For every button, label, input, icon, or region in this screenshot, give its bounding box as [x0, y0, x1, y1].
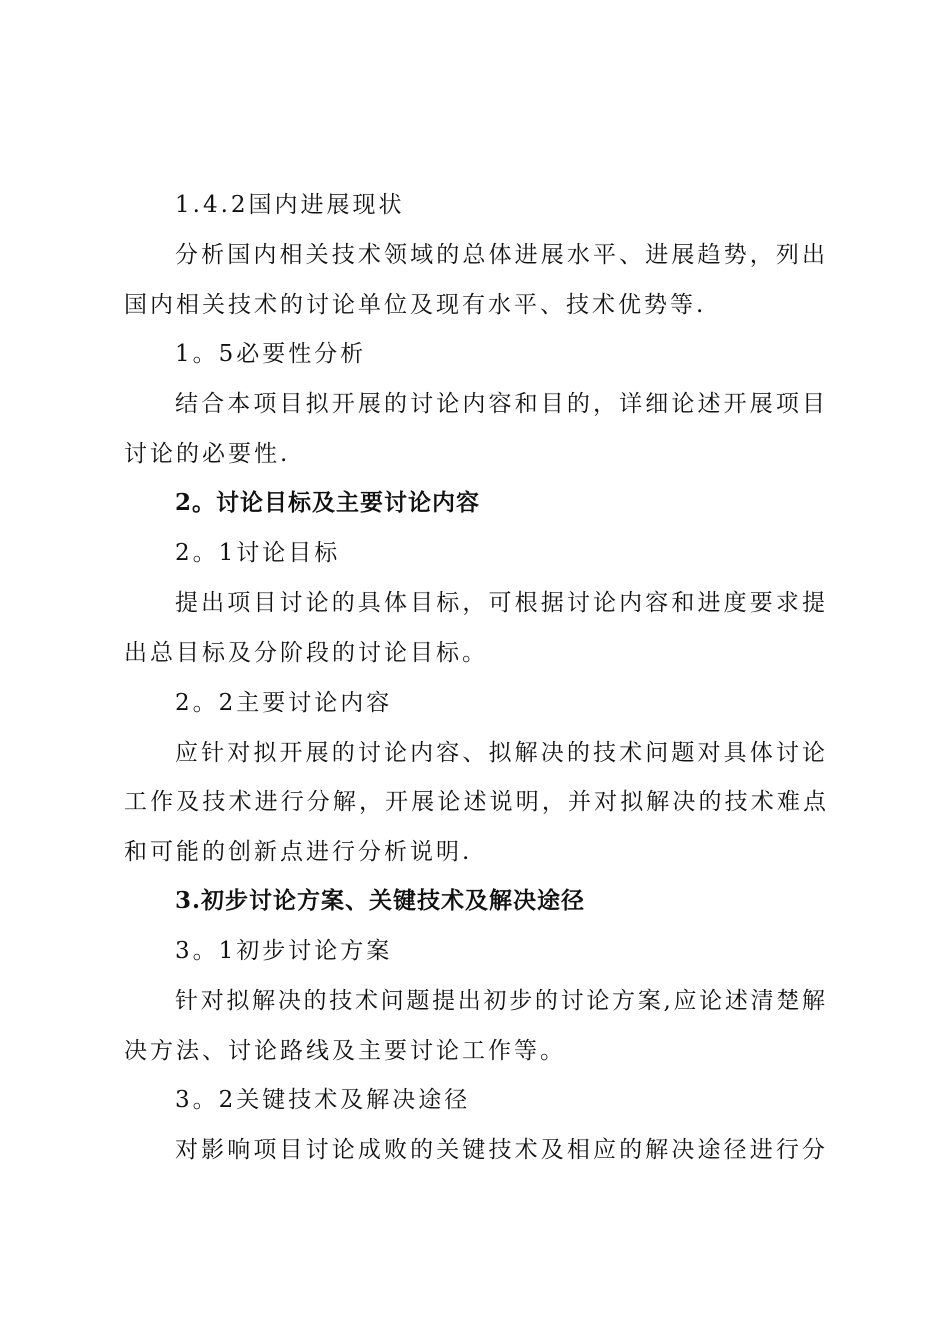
paragraph-line: 工作及技术进行分解，开展论述说明，并对拟解决的技术难点	[124, 789, 826, 815]
section-heading-2-1: 2。1讨论目标	[175, 540, 341, 566]
section-heading-1-5: 1。5必要性分析	[175, 341, 367, 367]
paragraph-line: 决方法、讨论路线及主要讨论工作等。	[124, 1038, 566, 1064]
paragraph-line: 应针对拟开展的讨论内容、拟解决的技术问题对具体讨论	[175, 740, 825, 766]
chapter-heading-3: 3.初步讨论方案、关键技术及解决途径	[175, 887, 586, 914]
paragraph-line: 出总目标及分阶段的讨论目标。	[124, 640, 488, 666]
section-heading-1-4-2: 1.4.2国内进展现状	[175, 192, 405, 218]
paragraph-line: 国内相关技术的讨论单位及现有水平、技术优势等.	[124, 292, 707, 318]
chapter-heading-2: 2。讨论目标及主要讨论内容	[175, 489, 481, 516]
paragraph-line: 分析国内相关技术领域的总体进展水平、进展趋势，列出	[175, 242, 825, 268]
paragraph-line: 结合本项目拟开展的讨论内容和目的，详细论述开展项目	[175, 391, 825, 417]
paragraph-line: 对影响项目讨论成败的关键技术及相应的解决途径进行分	[175, 1137, 825, 1163]
paragraph-line: 针对拟解决的技术问题提出初步的讨论方案,应论述清楚解	[175, 988, 825, 1014]
section-heading-2-2: 2。2主要讨论内容	[175, 690, 393, 716]
paragraph-line: 提出项目讨论的具体目标，可根据讨论内容和进度要求提	[175, 590, 825, 616]
section-heading-3-2: 3。2关键技术及解决途径	[175, 1087, 471, 1113]
section-heading-3-1: 3。1初步讨论方案	[175, 938, 393, 964]
paragraph-line: 讨论的必要性.	[124, 441, 291, 467]
paragraph-line: 和可能的创新点进行分析说明.	[124, 839, 473, 865]
